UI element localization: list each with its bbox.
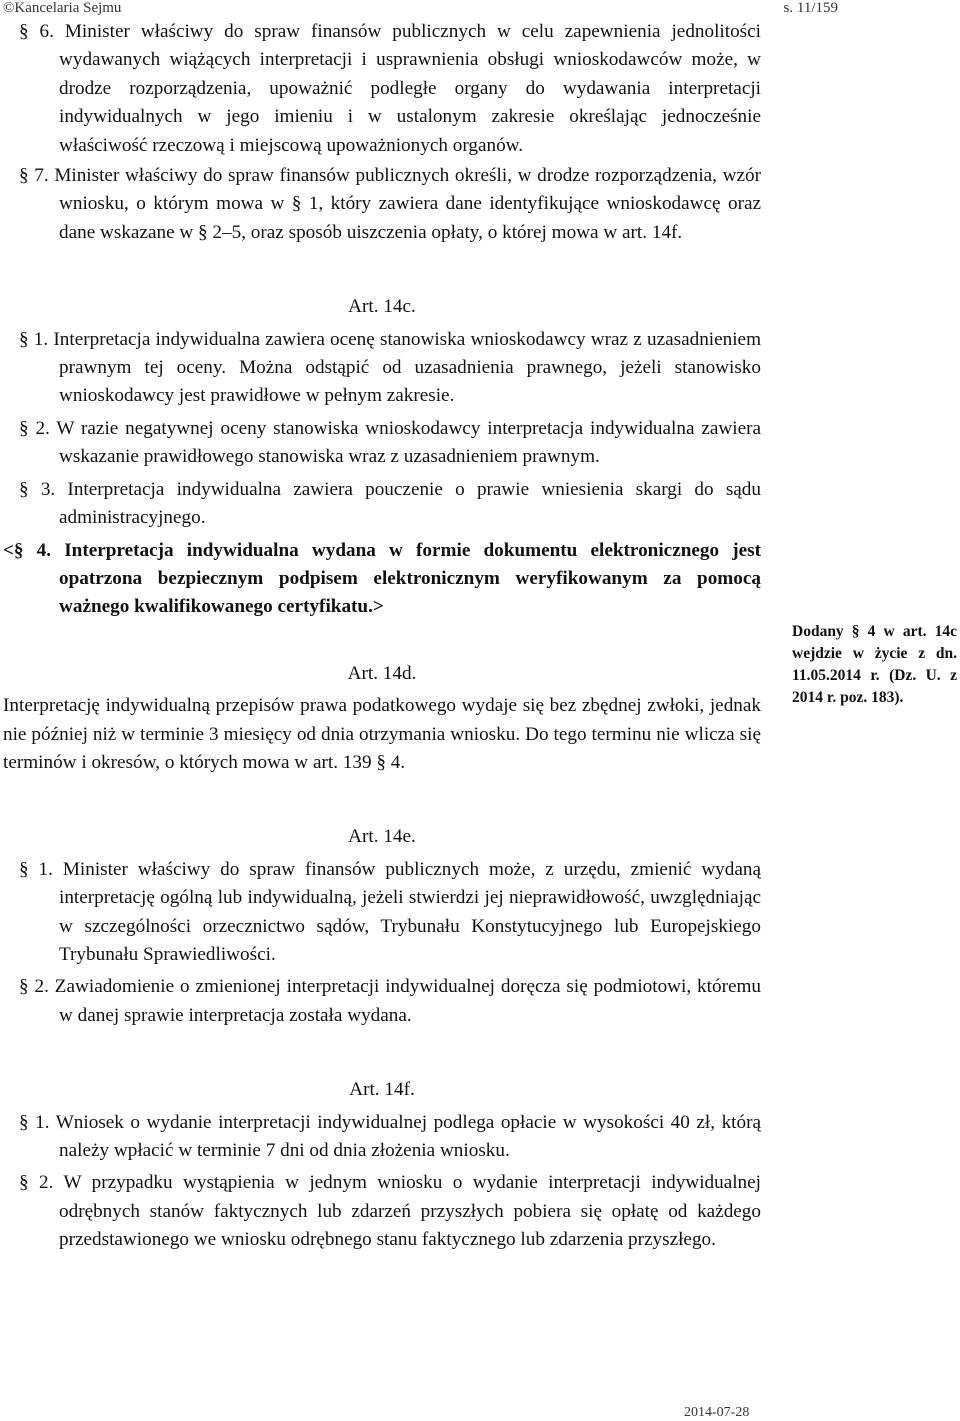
paragraph-14f-2: § 2. W przypadku wystąpienia w jednym wniosku o wydanie interpretacji indywidualnej odrębnych stanów faktycznych lub zdarzeń przyszłych pobiera się opłatę od każdego przedstawionego we wniosku odrębnego stanu faktycznego lub zdarzenia przyszłego. (19, 1172, 761, 1251)
paragraph-14d: Interpretację indywidualną przepisów prawa podatkowego wydaje się bez zbędnej zwłoki, jednak nie później niż w terminie 3 miesięcy od dnia otrzymania wniosku. Do tego terminu nie wlicza się terminów i okresów, o których mowa w art. 139 § 4. (3, 695, 761, 773)
paragraph-14c-3: § 3. Interpretacja indywidualna zawiera pouczenie o prawie wniesienia skargi do sądu administracyjnego. (19, 478, 761, 529)
source-header: ©Kancelaria Sejmu (3, 0, 122, 16)
document-date: 2014-07-28 (684, 1405, 750, 1420)
paragraph-14c-1: § 1. Interpretacja indywidualna zawiera ocenę stanowiska wnioskodawcy wraz z uzasadnieniem prawnym tej oceny. Można odstąpić od uzasadnienia prawnego, jeżeli stanowisko wnioskodawcy jest prawidłowe w pełnym zakresie. (19, 328, 761, 407)
article-heading-14c: Art. 14c. (348, 296, 416, 318)
margin-note: Dodany § 4 w art. 14c wejdzie w życie z dn. 11.05.2014 r. (Dz. U. z 2014 r. poz. 183). (792, 623, 957, 706)
paragraph-6: § 6. Minister właściwy do spraw finansów publicznych w celu zapewnienia jednolitości wydawanych wiążących interpretacji i usprawnienia obsługi wnioskodawców może, w drodze rozporządzenia, upoważnić podległe organy do wydawania interpretacji indywidualnych w jego imieniu i w ustalonym zakresie określając jednocześnie właściwość rzeczową i miejscową upoważnionych organów. (19, 21, 761, 156)
article-heading-14e: Art. 14e. (348, 826, 416, 848)
paragraph-7: § 7. Minister właściwy do spraw finansów publicznych określi, w drodze rozporządzenia, wzór wniosku, o którym mowa w § 1, który zawiera dane identyfikujące wnioskodawcę oraz dane wskazane w § 2–5, oraz sposób uiszczenia opłaty, o której mowa w art. 14f. (19, 165, 761, 243)
page-number: s. 11/159 (783, 0, 838, 16)
paragraph-14c-2: § 2. W razie negatywnej oceny stanowiska wnioskodawcy interpretacja indywidualna zawiera wskazanie prawidłowego stanowiska wraz z uzasadnieniem prawnym. (19, 417, 761, 468)
paragraph-14f-1: § 1. Wniosek o wydanie interpretacji indywidualnej podlega opłacie w wysokości 40 zł, którą należy wpłacić w terminie 7 dni od dnia złożenia wniosku. (19, 1111, 761, 1161)
legal-text-body (3, 18, 761, 1255)
article-heading-14f: Art. 14f. (349, 1079, 415, 1101)
article-heading-14d: Art. 14d. (347, 662, 417, 684)
paragraph-14c-4-inserted: <§ 4. Interpretacja indywidualna wydana w formie dokumentu elektronicznego jest opatrzona bezpiecznym podpisem elektronicznym weryfikowanym za pomocą ważnego kwalifikowanego certyfikatu.> (3, 539, 761, 618)
paragraph-14e-2: § 2. Zawiadomienie o zmienionej interpretacji indywidualnej doręcza się podmiotowi, któremu w danej sprawie interpretacja została wydana. (19, 976, 761, 1026)
paragraph-14e-1: § 1. Minister właściwy do spraw finansów publicznych może, z urzędu, zmienić wydaną interpretację ogólną lub indywidualną, jeżeli stwierdzi jej nieprawidłowość, uwzględniając w szczególności orzecznictwo sądów, Trybunału Konstytucyjnego lub Europejskiego Trybunału Sprawiedliwości. (19, 858, 761, 965)
